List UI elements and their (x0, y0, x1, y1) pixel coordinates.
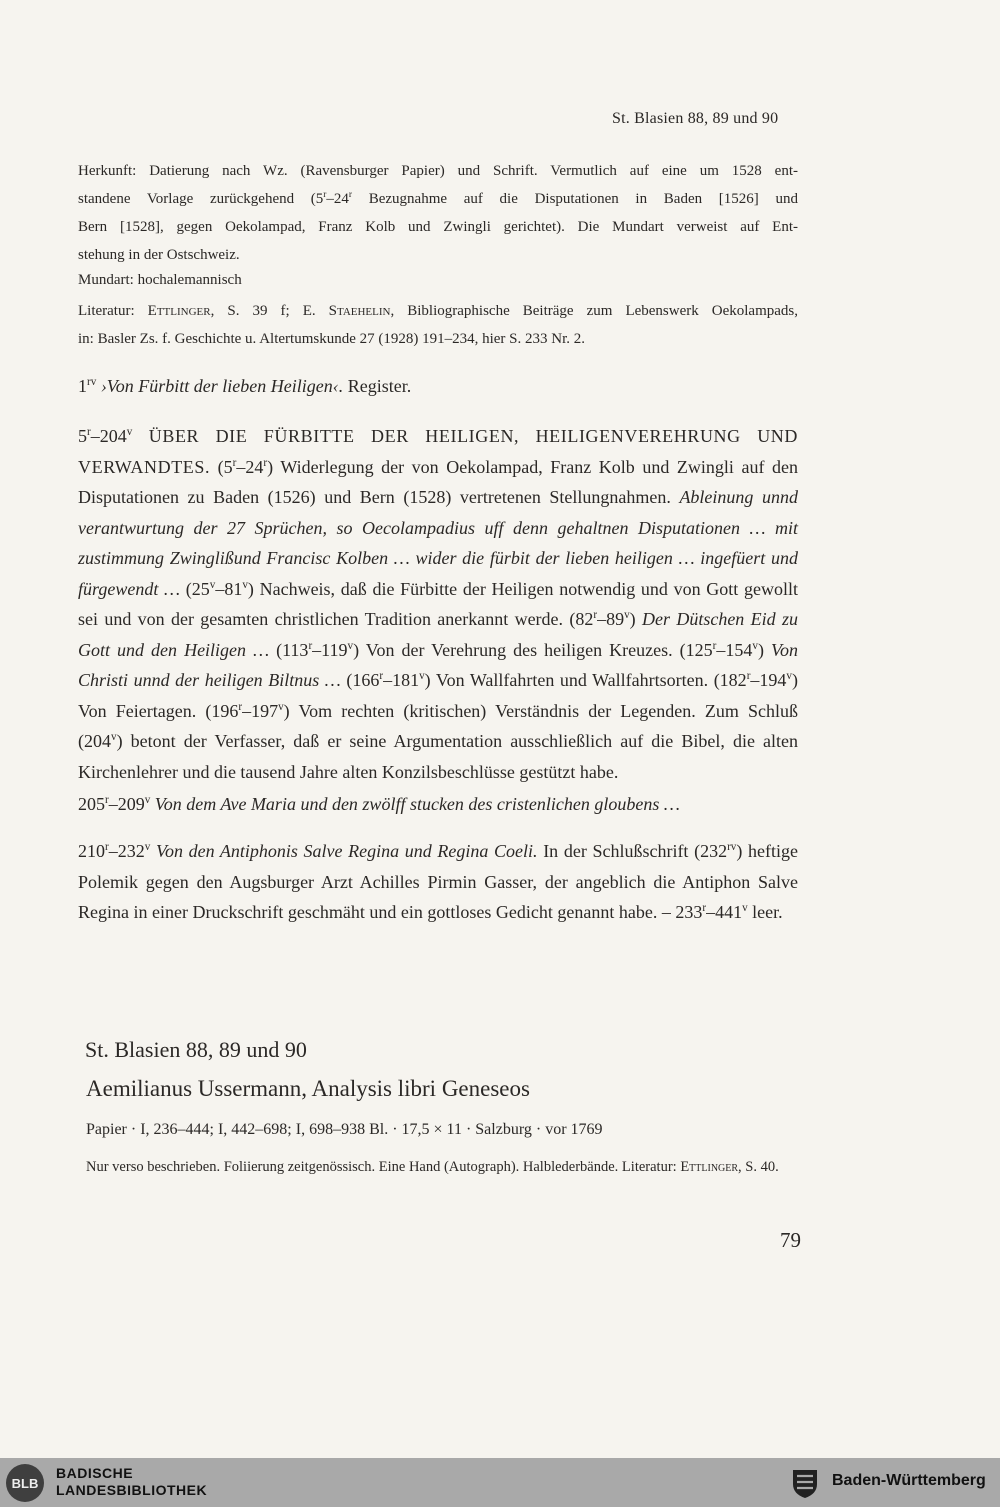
entry-text: ) (757, 639, 771, 660)
entry-fuerbitte (78, 421, 798, 787)
entry-text: (113 (269, 639, 309, 660)
entry-text: –24 (236, 456, 264, 477)
folio-range: 205 (78, 794, 105, 814)
note-text: Nur verso beschrieben. Foliierung zeitgenössisch. Eine Hand (Autograph). Halblederbände. Literatur: (86, 1159, 681, 1175)
manuscript-note (86, 1153, 806, 1181)
entry-text: ) Von Wallfahrten und Wallfahrtsorten. (182 (424, 670, 747, 690)
folio-sup: v (624, 609, 630, 621)
entry-text: –194 (750, 670, 787, 690)
entry-text: ) betont der Verfasser, daß er seine Argumentation ausschließlich auf die Bibel, die alten Kirchenlehrer und die tausend Jahre alten Konzilsbeschlüsse gestützt habe. (78, 731, 798, 782)
note-author: Ettlinger (680, 1159, 739, 1175)
folio-sup: r (323, 190, 327, 200)
entry-incipit: Ableinung unnd verantwurtung der 27 Sprüchen, so Oecolampadius uff denn gehaltnen Disputationen … mit zustimmung Zwinglißund Francisc Kolben … wider die fürbit der lieben heiligen … ingefüert und fürgewendt … (78, 487, 798, 599)
folio-sup: rv (87, 376, 97, 388)
herkunft-line-4: stehung in der Ostschweiz. (78, 247, 240, 263)
entry-text: –181 (383, 670, 420, 690)
entry-text: –81 (215, 578, 243, 599)
folio-range: 210 (78, 841, 105, 861)
blb-name-line-1: BADISCHE (56, 1465, 134, 1481)
folio-range: –204 (90, 426, 127, 446)
folio-sup: v (144, 794, 151, 806)
folio-sup: r (348, 190, 353, 200)
page-number: 79 (780, 1228, 801, 1252)
folio-sup: v (347, 639, 354, 652)
footer-bar (0, 1458, 1000, 1507)
entry-incipit: Von dem Ave Maria und den zwölff stucken des cristenlichen gloubens … (150, 794, 680, 814)
bw-name[interactable]: Baden-Württemberg (832, 1472, 986, 1489)
folio-sup: r (593, 609, 598, 621)
herkunft-text: –24 (326, 191, 349, 207)
folio-sup: r (746, 670, 751, 682)
literatur-line-1 (78, 297, 798, 325)
entry-title: ›Von Fürbitt der lieben Heiligen‹. (100, 376, 344, 396)
entry-incipit: Von Christi unnd der heiligen Biltnus … (78, 639, 798, 690)
manuscript-title: Aemilianus Ussermann, Analysis libri Geneseos (86, 1076, 530, 1101)
folio-range: –209 (108, 794, 145, 814)
entry-heading: ÜBER DIE FÜRBITTE DER HEILIGEN, HEILIGENVEREHRUNG UND VERWANDTES. (78, 426, 798, 477)
entry-text: –441 (706, 902, 743, 922)
note-text: , S. 40. (738, 1159, 779, 1175)
entry-text: ) (629, 609, 642, 629)
literatur-text: , S. 39 f; E. (210, 303, 329, 319)
entry-text: (5 (210, 456, 233, 477)
entry-text: ) Von der Verehrung des heiligen Kreuzes. (125 (353, 639, 713, 660)
entry-incipit: Von den Antiphonis Salve Regina und Regina Coeli. (150, 841, 538, 861)
running-head: St. Blasien 88, 89 und 90 (612, 110, 779, 127)
entry-ave-maria (78, 789, 798, 820)
folio-sup: v (242, 578, 248, 591)
shelfmark-heading: St. Blasien 88, 89 und 90 (85, 1037, 307, 1062)
herkunft-text: Bezugnahme auf die Disputationen in Baden [1526] und (352, 191, 798, 207)
folio-sup: r (712, 639, 717, 652)
entry-text: ) heftige Polemik gegen den Augsburger Arzt Achilles Pirmin Gasser, der angeblich die Antiphon Salve Regina in einer Druckschrift geschmäht und ein gottloses Gedicht genannt habe. – 233 (78, 841, 798, 922)
folio-sup: v (278, 700, 284, 713)
coat-of-arms-icon (788, 1466, 822, 1500)
folio-range: –232 (108, 841, 145, 861)
folio-sup: rv (727, 841, 737, 853)
literatur-line-2: in: Basler Zs. f. Geschichte u. Altertumskunde 27 (1928) 191–234, hier S. 233 Nr. 2. (78, 331, 586, 347)
folio-sup: r (263, 456, 268, 469)
entry-text: ) Widerlegung der von Oekolampad, Franz Kolb und Zwingli auf den Disputationen zu Baden (1526) und Bern (1528) vertretenen Stellungnahmen. (78, 456, 798, 507)
entry-incipit: Der Dütschen Eid zu Gott und den Heiligen … (78, 609, 798, 660)
herkunft-text: standene Vorlage zurückgehend (5 (78, 191, 324, 207)
folio-range: 5 (78, 426, 87, 446)
herkunft-line-1: Herkunft: Datierung nach Wz. (Ravensburger Papier) und Schrift. Vermutlich auf eine um 1528 ent- (78, 163, 798, 179)
literatur-text: Literatur: (78, 303, 148, 319)
entry-text: ) Von Feiertagen. (196 (78, 670, 798, 721)
folio-sup: v (786, 670, 792, 682)
herkunft-line-3: Bern [1528], gegen Oekolampad, Franz Kolb und Zwingli gerichtet). Die Mundart verweist auf Ent- (78, 219, 798, 235)
folio-sup: r (308, 639, 313, 652)
entry-text: –154 (716, 639, 753, 660)
entry-text: ) Vom rechten (kritischen) Verständnis der Legenden. Zum Schluß (204 (78, 700, 798, 751)
blb-logo[interactable]: BLB (6, 1464, 44, 1502)
literatur-paragraph (78, 297, 798, 353)
entry-salve-regina (78, 836, 798, 928)
folio-sup: r (702, 902, 707, 914)
manuscript-meta: Papier · I, 236–444; I, 442–698; I, 698–938 Bl. · 17,5 × 11 · Salzburg · vor 1769 (86, 1121, 603, 1138)
folio-range: 1 (78, 376, 87, 396)
folio-sup: v (144, 841, 151, 853)
entry-text: In der Schlußschrift (232 (537, 841, 728, 861)
folio-sup: v (752, 639, 758, 652)
folio-sup: r (238, 700, 243, 713)
blb-name[interactable] (56, 1465, 207, 1499)
entry-text: –89 (597, 609, 625, 629)
blb-name-line-2: LANDESBIBLIOTHEK (56, 1482, 208, 1498)
entry-text: ) Nachweis, daß die Fürbitte der Heiligen notwendig und von Gott gewollt sei und von der gesamten christlichen Tradition anerkannt werde. (82 (78, 578, 799, 629)
folio-sup: r (105, 794, 109, 806)
folio-sup: r (379, 670, 384, 682)
entry-text: –119 (312, 639, 348, 660)
entry-register (78, 371, 798, 402)
folio-sup: v (742, 902, 748, 914)
entry-text: Register. (343, 376, 412, 396)
entry-text: –197 (242, 700, 279, 721)
literatur-author: Ettlinger (147, 303, 211, 319)
herkunft-line-2 (78, 185, 798, 213)
mundart-line: Mundart: hochalemannisch (78, 272, 242, 288)
folio-sup: r (105, 841, 109, 853)
folio-sup: r (232, 456, 237, 469)
folio-sup: v (111, 731, 117, 743)
folio-sup: v (126, 426, 133, 438)
entry-text: (166 (340, 670, 380, 690)
herkunft-paragraph (78, 157, 798, 269)
folio-sup: v (209, 578, 216, 591)
literatur-author: Staehelin (328, 303, 391, 319)
literatur-text: , Bibliographische Beiträge zum Lebenswerk Oekolampads, (390, 303, 798, 319)
folio-sup: v (419, 670, 425, 682)
entry-text: leer. (747, 902, 783, 922)
entry-text: (25 (180, 578, 210, 599)
folio-sup: r (87, 426, 91, 438)
